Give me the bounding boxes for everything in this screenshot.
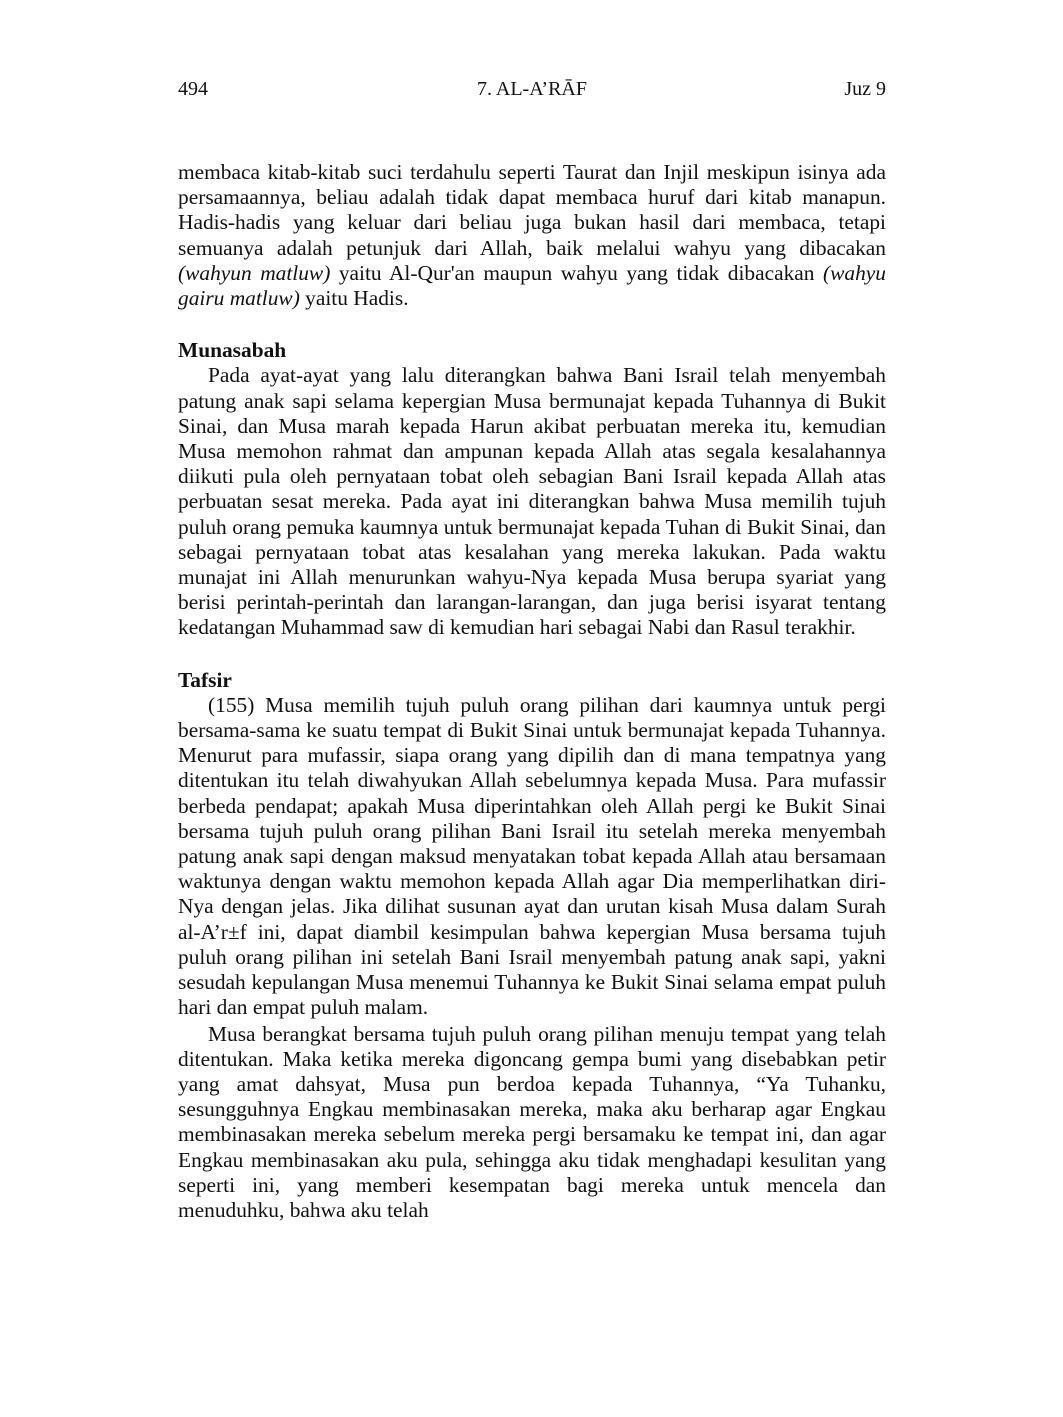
tafsir-paragraph-2: Musa berangkat bersama tujuh puluh orang pilihan menuju tempat yang telah ditentukan. Maka ketika mereka digoncang gempa bumi yang disebabkan petir yang amat dahsyat, Musa pun berdoa kepada Tuhannya, “Ya Tuhanku, sesungguhnya Engkau membinasakan mereka, maka aku berharap agar Engkau membinasakan mereka sebelum mereka pergi bersamaku ke tempat ini, dan agar Engkau membinasakan aku pula, sehingga aku tidak menghadapi kesulitan yang seperti ini, yang memberi kesempatan bagi mereka untuk mencela dan menuduhku, bahwa aku telah [178, 1021, 886, 1222]
spacer [178, 311, 886, 338]
document-body [178, 160, 886, 1223]
intro-italic-2: (wahyu gairu matluw) [178, 260, 886, 311]
intro-text-3: yaitu Hadis. [299, 286, 409, 311]
page-number: 494 [178, 78, 208, 100]
munasabah-heading: Munasabah [178, 338, 287, 363]
intro-paragraph [178, 160, 886, 311]
chapter-title: 7. AL-A’RĀF [476, 78, 587, 100]
intro-text-1: membaca kitab-kitab suci terdahulu seperti Taurat dan Injil meskipun isinya ada persamaannya, beliau adalah tidak dapat membaca huruf dari kitab manapun. Hadis-hadis yang keluar dari beliau juga bukan hasil dari membaca, tetapi semuanya adalah petunjuk dari Allah, baik melalui wahyu yang dibacakan [178, 160, 886, 260]
juz-label: Juz 9 [844, 78, 886, 100]
intro-text-2: yaitu Al-Qur'an maupun wahyu yang tidak dibacakan [330, 260, 824, 285]
tafsir-heading: Tafsir [178, 667, 232, 692]
spacer [178, 641, 886, 668]
tafsir-paragraph-1: (155) Musa memilih tujuh puluh orang pilihan dari kaumnya untuk pergi bersama-sama ke suatu tempat di Bukit Sinai untuk bermunajat kepada Tuhannya. Menurut para mufassir, siapa orang yang dipilih dan di mana tempatnya yang ditentukan itu telah diwahyukan Allah sebelumnya kepada Musa. Para mufassir berbeda pendapat; apakah Musa diperintahkan oleh Allah pergi ke Bukit Sinai bersama tujuh puluh orang pilihan Bani Israil itu setelah mereka menyembah patung anak sapi dengan maksud menyatakan tobat kepada Allah atau bersamaan waktunya dengan waktu memohon kepada Allah agar Dia memperlihatkan diri-Nya dengan jelas. Jika dilihat susunan ayat dan urutan kisah Musa dalam Surah al-A’r±f ini, dapat diambil kesimpulan bahwa kepergian Musa bersama tujuh puluh orang pilihan ini setelah Bani Israil menyembah patung anak sapi, yakni sesudah kepulangan Musa menemui Tuhannya ke Bukit Sinai selama empat puluh hari dan empat puluh malam. [178, 692, 886, 1020]
document-page [178, 0, 886, 1417]
munasabah-paragraph: Pada ayat-ayat yang lalu diterangkan bahwa Bani Israil telah menyembah patung anak sapi selama kepergian Musa bermunajat kepada Tuhannya di Bukit Sinai, dan Musa marah kepada Harun akibat perbuatan mereka itu, kemudian Musa memohon rahmat dan ampunan kepada Allah atas segala kesalahannya diikuti pula oleh pernyataan tobat oleh sebagian Bani Israil kepada Allah atas perbuatan sesat mereka. Pada ayat ini diterangkan bahwa Musa memilih tujuh puluh orang pemuka kaumnya untuk bermunajat kepada Tuhan di Bukit Sinai, dan sebagai pernyataan tobat atas kesalahan yang mereka lakukan. Pada waktu munajat ini Allah menurunkan wahyu-Nya kepada Musa berupa syariat yang berisi perintah-perintah dan larangan-larangan, dan juga berisi isyarat tentang kedatangan Muhammad saw di kemudian hari sebagai Nabi dan Rasul terakhir. [178, 363, 886, 640]
running-header [178, 76, 886, 102]
intro-italic-1: (wahyun matluw) [178, 260, 331, 285]
